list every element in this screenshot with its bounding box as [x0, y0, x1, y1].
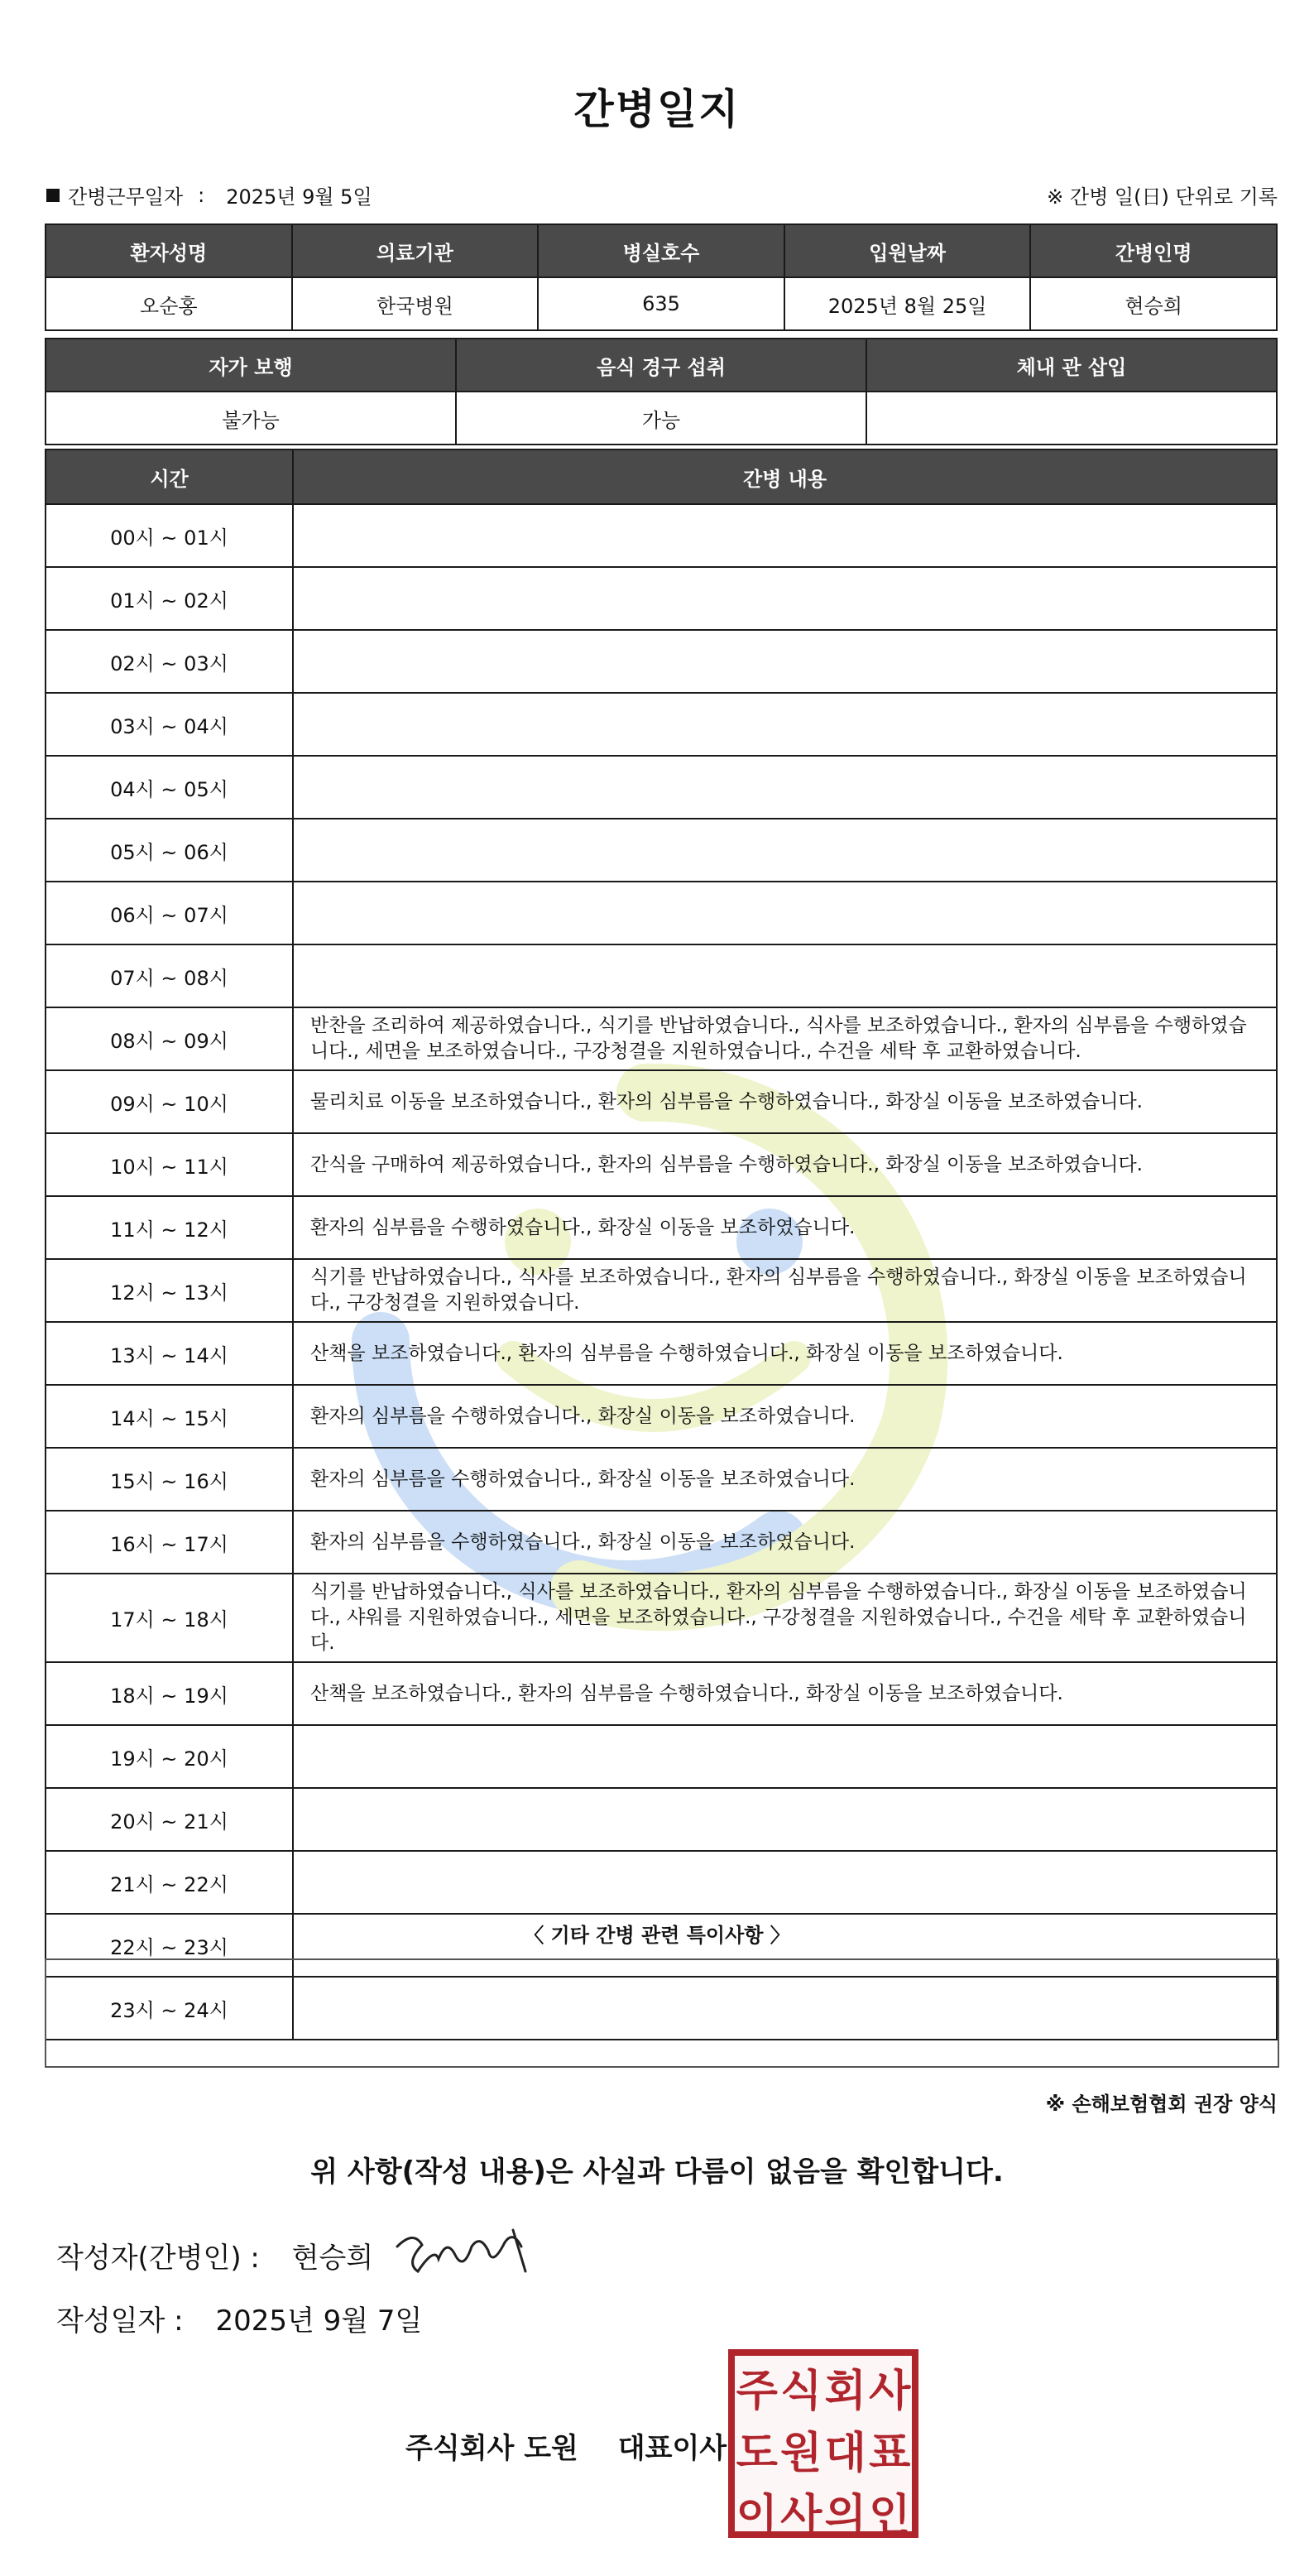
company-line	[405, 2425, 727, 2466]
log-content	[293, 944, 1277, 1007]
log-time: 21시 ~ 22시	[46, 1851, 293, 1914]
log-time: 00시 ~ 01시	[46, 504, 293, 567]
header-caregiver-name: 간병인명	[1030, 224, 1277, 277]
log-content: 식기를 반납하였습니다., 식사를 보조하였습니다., 환자의 심부름을 수행하였습니다., 화장실 이동을 보조하였습니다., 구강청결을 지원하였습니다.	[293, 1259, 1277, 1322]
header-room-number: 병실호수	[538, 224, 784, 277]
writer-label: 작성자(간병인) :	[56, 2242, 260, 2275]
written-date-line	[56, 2298, 422, 2338]
stamp-char: 도	[736, 2428, 778, 2478]
header-oral-intake: 음식 경구 섭취	[456, 339, 866, 392]
log-time: 04시 ~ 05시	[46, 756, 293, 819]
self-walking-value: 불가능	[46, 392, 456, 445]
stamp-char: 사	[780, 2490, 822, 2540]
bullet-square-icon	[46, 189, 60, 202]
log-time: 15시 ~ 16시	[46, 1448, 293, 1511]
tube-insertion-value	[866, 392, 1277, 445]
date-value: 2025년 9월 7일	[215, 2304, 423, 2338]
writer-name: 현승희	[291, 2242, 374, 2275]
log-content: 산책을 보조하였습니다., 환자의 심부름을 수행하였습니다., 화장실 이동을 보조하였습니다.	[293, 1662, 1277, 1725]
hospital-name: 한국병원	[292, 277, 539, 330]
log-row	[46, 944, 1277, 1007]
unit-note: ※ 간병 일(日) 단위로 기록	[1047, 185, 1278, 209]
log-time: 14시 ~ 15시	[46, 1385, 293, 1448]
header-hospital: 의료기관	[292, 224, 539, 277]
log-content	[293, 1851, 1277, 1914]
log-row	[46, 1133, 1277, 1196]
log-row	[46, 1725, 1277, 1788]
log-content: 식기를 반납하였습니다., 식사를 보조하였습니다., 환자의 심부름을 수행하였습니다., 화장실 이동을 보조하였습니다., 샤워를 지원하였습니다., 세면을 보조하였습니다., 구강청결을 지원하였습니다., 수건을 세탁 후 교환하였습니다.	[293, 1574, 1277, 1662]
stamp-char: 이	[736, 2490, 778, 2540]
status-header-row	[46, 339, 1277, 392]
log-content: 반찬을 조리하여 제공하였습니다., 식기를 반납하였습니다., 식사를 보조하였습니다., 환자의 심부름을 수행하였습니다., 세면을 보조하였습니다., 구강청결을 지원하였습니다., 수건을 세탁 후 교환하였습니다.	[293, 1007, 1277, 1070]
work-date-line	[46, 180, 372, 209]
log-row	[46, 1196, 1277, 1259]
log-time: 13시 ~ 14시	[46, 1322, 293, 1385]
log-row	[46, 1574, 1277, 1662]
log-content	[293, 882, 1277, 944]
stamp-char: 식	[780, 2366, 822, 2416]
log-row	[46, 1788, 1277, 1851]
patient-name: 오순홍	[46, 277, 292, 330]
log-content	[293, 756, 1277, 819]
log-time: 18시 ~ 19시	[46, 1662, 293, 1725]
log-row	[46, 882, 1277, 944]
log-time: 19시 ~ 20시	[46, 1725, 293, 1788]
log-time: 12시 ~ 13시	[46, 1259, 293, 1322]
log-content	[293, 567, 1277, 630]
header-time: 시간	[46, 449, 293, 504]
log-row	[46, 1070, 1277, 1133]
stamp-char: 의	[824, 2490, 866, 2540]
log-row	[46, 1511, 1277, 1574]
log-row	[46, 1662, 1277, 1725]
stamp-char: 대	[824, 2428, 866, 2478]
log-time: 09시 ~ 10시	[46, 1070, 293, 1133]
header-admission-date: 입원날짜	[784, 224, 1031, 277]
patient-info-value-row	[46, 277, 1277, 330]
log-row	[46, 567, 1277, 630]
log-row	[46, 693, 1277, 756]
log-header-row	[46, 449, 1277, 504]
log-row	[46, 1007, 1277, 1070]
header-patient-name: 환자성명	[46, 224, 292, 277]
log-time: 03시 ~ 04시	[46, 693, 293, 756]
log-time: 22시 ~ 23시	[46, 1914, 293, 1977]
log-body	[46, 504, 1277, 2040]
log-time: 16시 ~ 17시	[46, 1511, 293, 1574]
log-row	[46, 1322, 1277, 1385]
confirmation-statement: 위 사항(작성 내용)은 사실과 다름이 없음을 확인합니다.	[310, 2155, 1004, 2189]
log-row	[46, 630, 1277, 693]
association-note: ※ 손해보험협회 권장 양식	[1045, 2093, 1278, 2116]
admission-date: 2025년 8월 25일	[784, 277, 1031, 330]
log-time: 07시 ~ 08시	[46, 944, 293, 1007]
log-row	[46, 1851, 1277, 1914]
date-label: 작성일자 :	[56, 2304, 184, 2338]
log-time: 05시 ~ 06시	[46, 819, 293, 882]
log-time: 17시 ~ 18시	[46, 1574, 293, 1662]
log-time: 10시 ~ 11시	[46, 1133, 293, 1196]
log-content: 물리치료 이동을 보조하였습니다., 환자의 심부름을 수행하였습니다., 화장실 이동을 보조하였습니다.	[293, 1070, 1277, 1133]
writer-line	[56, 2235, 373, 2276]
stamp-char: 회	[824, 2366, 866, 2416]
log-row	[46, 1259, 1277, 1322]
log-row	[46, 504, 1277, 567]
company-role: 대표이사	[617, 2432, 727, 2465]
company-name: 주식회사 도원	[405, 2432, 578, 2465]
work-date-separator: :	[198, 183, 205, 207]
stamp-char: 인	[869, 2490, 911, 2540]
log-content	[293, 819, 1277, 882]
log-row	[46, 756, 1277, 819]
stamp-char: 표	[869, 2428, 911, 2478]
patient-info-header-row	[46, 224, 1277, 277]
log-time: 11시 ~ 12시	[46, 1196, 293, 1259]
log-content: 간식을 구매하여 제공하였습니다., 환자의 심부름을 수행하였습니다., 화장실 이동을 보조하였습니다.	[293, 1133, 1277, 1196]
document-title: 간병일지	[573, 85, 741, 133]
log-content	[293, 504, 1277, 567]
log-time: 08시 ~ 09시	[46, 1007, 293, 1070]
log-content: 환자의 심부름을 수행하였습니다., 화장실 이동을 보조하였습니다.	[293, 1511, 1277, 1574]
header-tube-insertion: 체내 관 삽입	[866, 339, 1277, 392]
header-care-content: 간병 내용	[293, 449, 1277, 504]
log-time: 23시 ~ 24시	[46, 1977, 293, 2040]
patient-status-table	[45, 338, 1278, 445]
log-content	[293, 630, 1277, 693]
handwritten-signature	[389, 2222, 538, 2288]
log-time: 20시 ~ 21시	[46, 1788, 293, 1851]
log-time: 01시 ~ 02시	[46, 567, 293, 630]
log-time: 02시 ~ 03시	[46, 630, 293, 693]
notes-title: 〈 기타 간병 관련 특이사항 〉	[524, 1924, 790, 1947]
oral-intake-value: 가능	[456, 392, 866, 445]
stamp-characters	[735, 2356, 912, 2540]
work-date-label: 간병근무일자	[68, 185, 184, 209]
log-content	[293, 1788, 1277, 1851]
room-number: 635	[538, 277, 784, 330]
log-time: 06시 ~ 07시	[46, 882, 293, 944]
log-content: 환자의 심부름을 수행하였습니다., 화장실 이동을 보조하였습니다.	[293, 1196, 1277, 1259]
log-content: 환자의 심부름을 수행하였습니다., 화장실 이동을 보조하였습니다.	[293, 1448, 1277, 1511]
stamp-char: 사	[869, 2366, 911, 2416]
log-row	[46, 1448, 1277, 1511]
stamp-char: 주	[736, 2366, 778, 2416]
header-self-walking: 자가 보행	[46, 339, 456, 392]
patient-info-table	[45, 223, 1278, 331]
caregiver-name: 현승희	[1030, 277, 1277, 330]
company-seal-stamp	[728, 2349, 918, 2538]
log-row	[46, 1385, 1277, 1448]
log-content: 산책을 보조하였습니다., 환자의 심부름을 수행하였습니다., 화장실 이동을 보조하였습니다.	[293, 1322, 1277, 1385]
log-content	[293, 1725, 1277, 1788]
log-content: 환자의 심부름을 수행하였습니다., 화장실 이동을 보조하였습니다.	[293, 1385, 1277, 1448]
status-value-row	[46, 392, 1277, 445]
notes-box	[45, 1958, 1279, 2068]
log-content	[293, 693, 1277, 756]
work-date-value: 2025년 9월 5일	[226, 185, 372, 209]
log-row	[46, 819, 1277, 882]
hourly-log-table	[45, 449, 1278, 2040]
stamp-char: 원	[780, 2428, 822, 2478]
